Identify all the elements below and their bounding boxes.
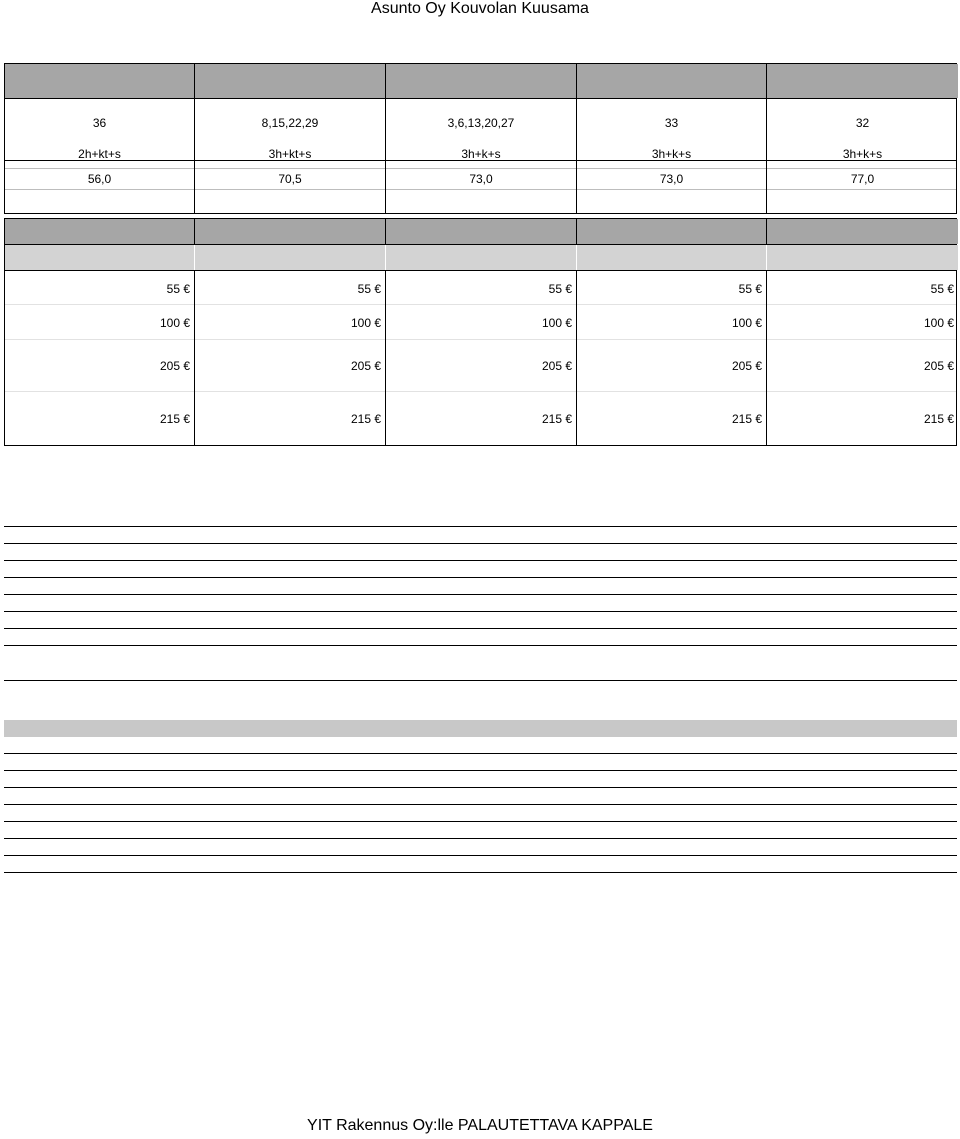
apartment-numbers: 33 bbox=[664, 116, 679, 130]
apartment-area: 73,0 bbox=[659, 172, 684, 186]
document-title: Asunto Oy Kouvolan Kuusama bbox=[371, 0, 589, 17]
table-header bbox=[4, 63, 957, 99]
price-cell: 205 € bbox=[159, 359, 190, 373]
header-cell bbox=[767, 64, 958, 98]
apartment-column bbox=[386, 99, 577, 214]
document-footer: YIT Rakennus Oy:lle PALAUTETTAVA KAPPALE bbox=[307, 1117, 653, 1134]
fill-line bbox=[4, 543, 957, 544]
fill-line bbox=[4, 526, 957, 527]
apartment-column bbox=[767, 99, 958, 214]
apartment-area: 70,5 bbox=[278, 172, 302, 186]
fill-line bbox=[4, 872, 957, 873]
price-cell: 205 € bbox=[731, 359, 762, 373]
fill-line bbox=[4, 680, 957, 681]
section-cell bbox=[767, 219, 958, 244]
price-column bbox=[195, 271, 386, 445]
apartment-type: 3h+k+s bbox=[842, 147, 883, 161]
fill-line bbox=[4, 645, 957, 646]
price-column bbox=[577, 271, 767, 445]
price-cell: 100 € bbox=[731, 316, 762, 330]
price-cell: 55 € bbox=[738, 282, 762, 296]
price-cell: 205 € bbox=[923, 359, 954, 373]
subheader-cell bbox=[195, 245, 386, 270]
header-cell bbox=[5, 64, 195, 98]
apartment-area: 73,0 bbox=[469, 172, 493, 186]
price-cell: 215 € bbox=[923, 412, 954, 426]
fill-line bbox=[4, 611, 957, 612]
price-cell: 100 € bbox=[923, 316, 954, 330]
price-cell: 55 € bbox=[548, 282, 572, 296]
price-cell: 100 € bbox=[159, 316, 190, 330]
fill-line bbox=[4, 560, 957, 561]
price-cell: 55 € bbox=[166, 282, 190, 296]
price-table bbox=[4, 270, 957, 446]
fill-line bbox=[4, 770, 957, 771]
section-cell bbox=[5, 219, 195, 244]
price-cell: 215 € bbox=[159, 412, 190, 426]
fill-line bbox=[4, 577, 957, 578]
fill-line bbox=[4, 628, 957, 629]
price-cell: 100 € bbox=[350, 316, 381, 330]
fill-line bbox=[4, 753, 957, 754]
price-cell: 55 € bbox=[357, 282, 381, 296]
subheader-cell bbox=[386, 245, 577, 270]
apartment-area: 56,0 bbox=[87, 172, 112, 186]
subheader-cell bbox=[767, 245, 958, 270]
apartment-column bbox=[195, 99, 386, 214]
fill-line bbox=[4, 804, 957, 805]
section-header bbox=[4, 218, 957, 245]
apartment-type: 3h+k+s bbox=[651, 147, 692, 161]
header-cell bbox=[195, 64, 386, 98]
apartment-numbers: 3,6,13,20,27 bbox=[447, 116, 515, 130]
apartment-numbers: 8,15,22,29 bbox=[261, 116, 319, 130]
price-cell: 215 € bbox=[731, 412, 762, 426]
fill-line bbox=[4, 838, 957, 839]
header-cell bbox=[577, 64, 767, 98]
section-cell bbox=[195, 219, 386, 244]
price-cell: 205 € bbox=[350, 359, 381, 373]
price-cell: 205 € bbox=[541, 359, 572, 373]
section-cell bbox=[577, 219, 767, 244]
section-band bbox=[4, 720, 957, 737]
apartment-area: 77,0 bbox=[850, 172, 875, 186]
fill-line bbox=[4, 594, 957, 595]
price-cell: 215 € bbox=[541, 412, 572, 426]
price-cell: 100 € bbox=[541, 316, 572, 330]
apartment-column bbox=[577, 99, 767, 214]
apartment-numbers: 32 bbox=[855, 116, 870, 130]
fill-line bbox=[4, 855, 957, 856]
apartment-info bbox=[4, 99, 957, 214]
header-cell bbox=[386, 64, 577, 98]
fill-line bbox=[4, 787, 957, 788]
subheader-cell bbox=[577, 245, 767, 270]
section-subheader bbox=[4, 245, 957, 270]
price-cell: 55 € bbox=[930, 282, 954, 296]
apartment-type: 3h+kt+s bbox=[268, 147, 312, 161]
apartment-column bbox=[5, 99, 195, 214]
price-column bbox=[767, 271, 958, 445]
section-cell bbox=[386, 219, 577, 244]
price-column bbox=[5, 271, 195, 445]
apartment-type: 2h+kt+s bbox=[78, 147, 121, 161]
price-cell: 215 € bbox=[350, 412, 381, 426]
apartment-numbers: 36 bbox=[92, 116, 107, 130]
apartment-type: 3h+k+s bbox=[461, 147, 501, 161]
fill-line bbox=[4, 821, 957, 822]
subheader-cell bbox=[5, 245, 195, 270]
price-column bbox=[386, 271, 577, 445]
